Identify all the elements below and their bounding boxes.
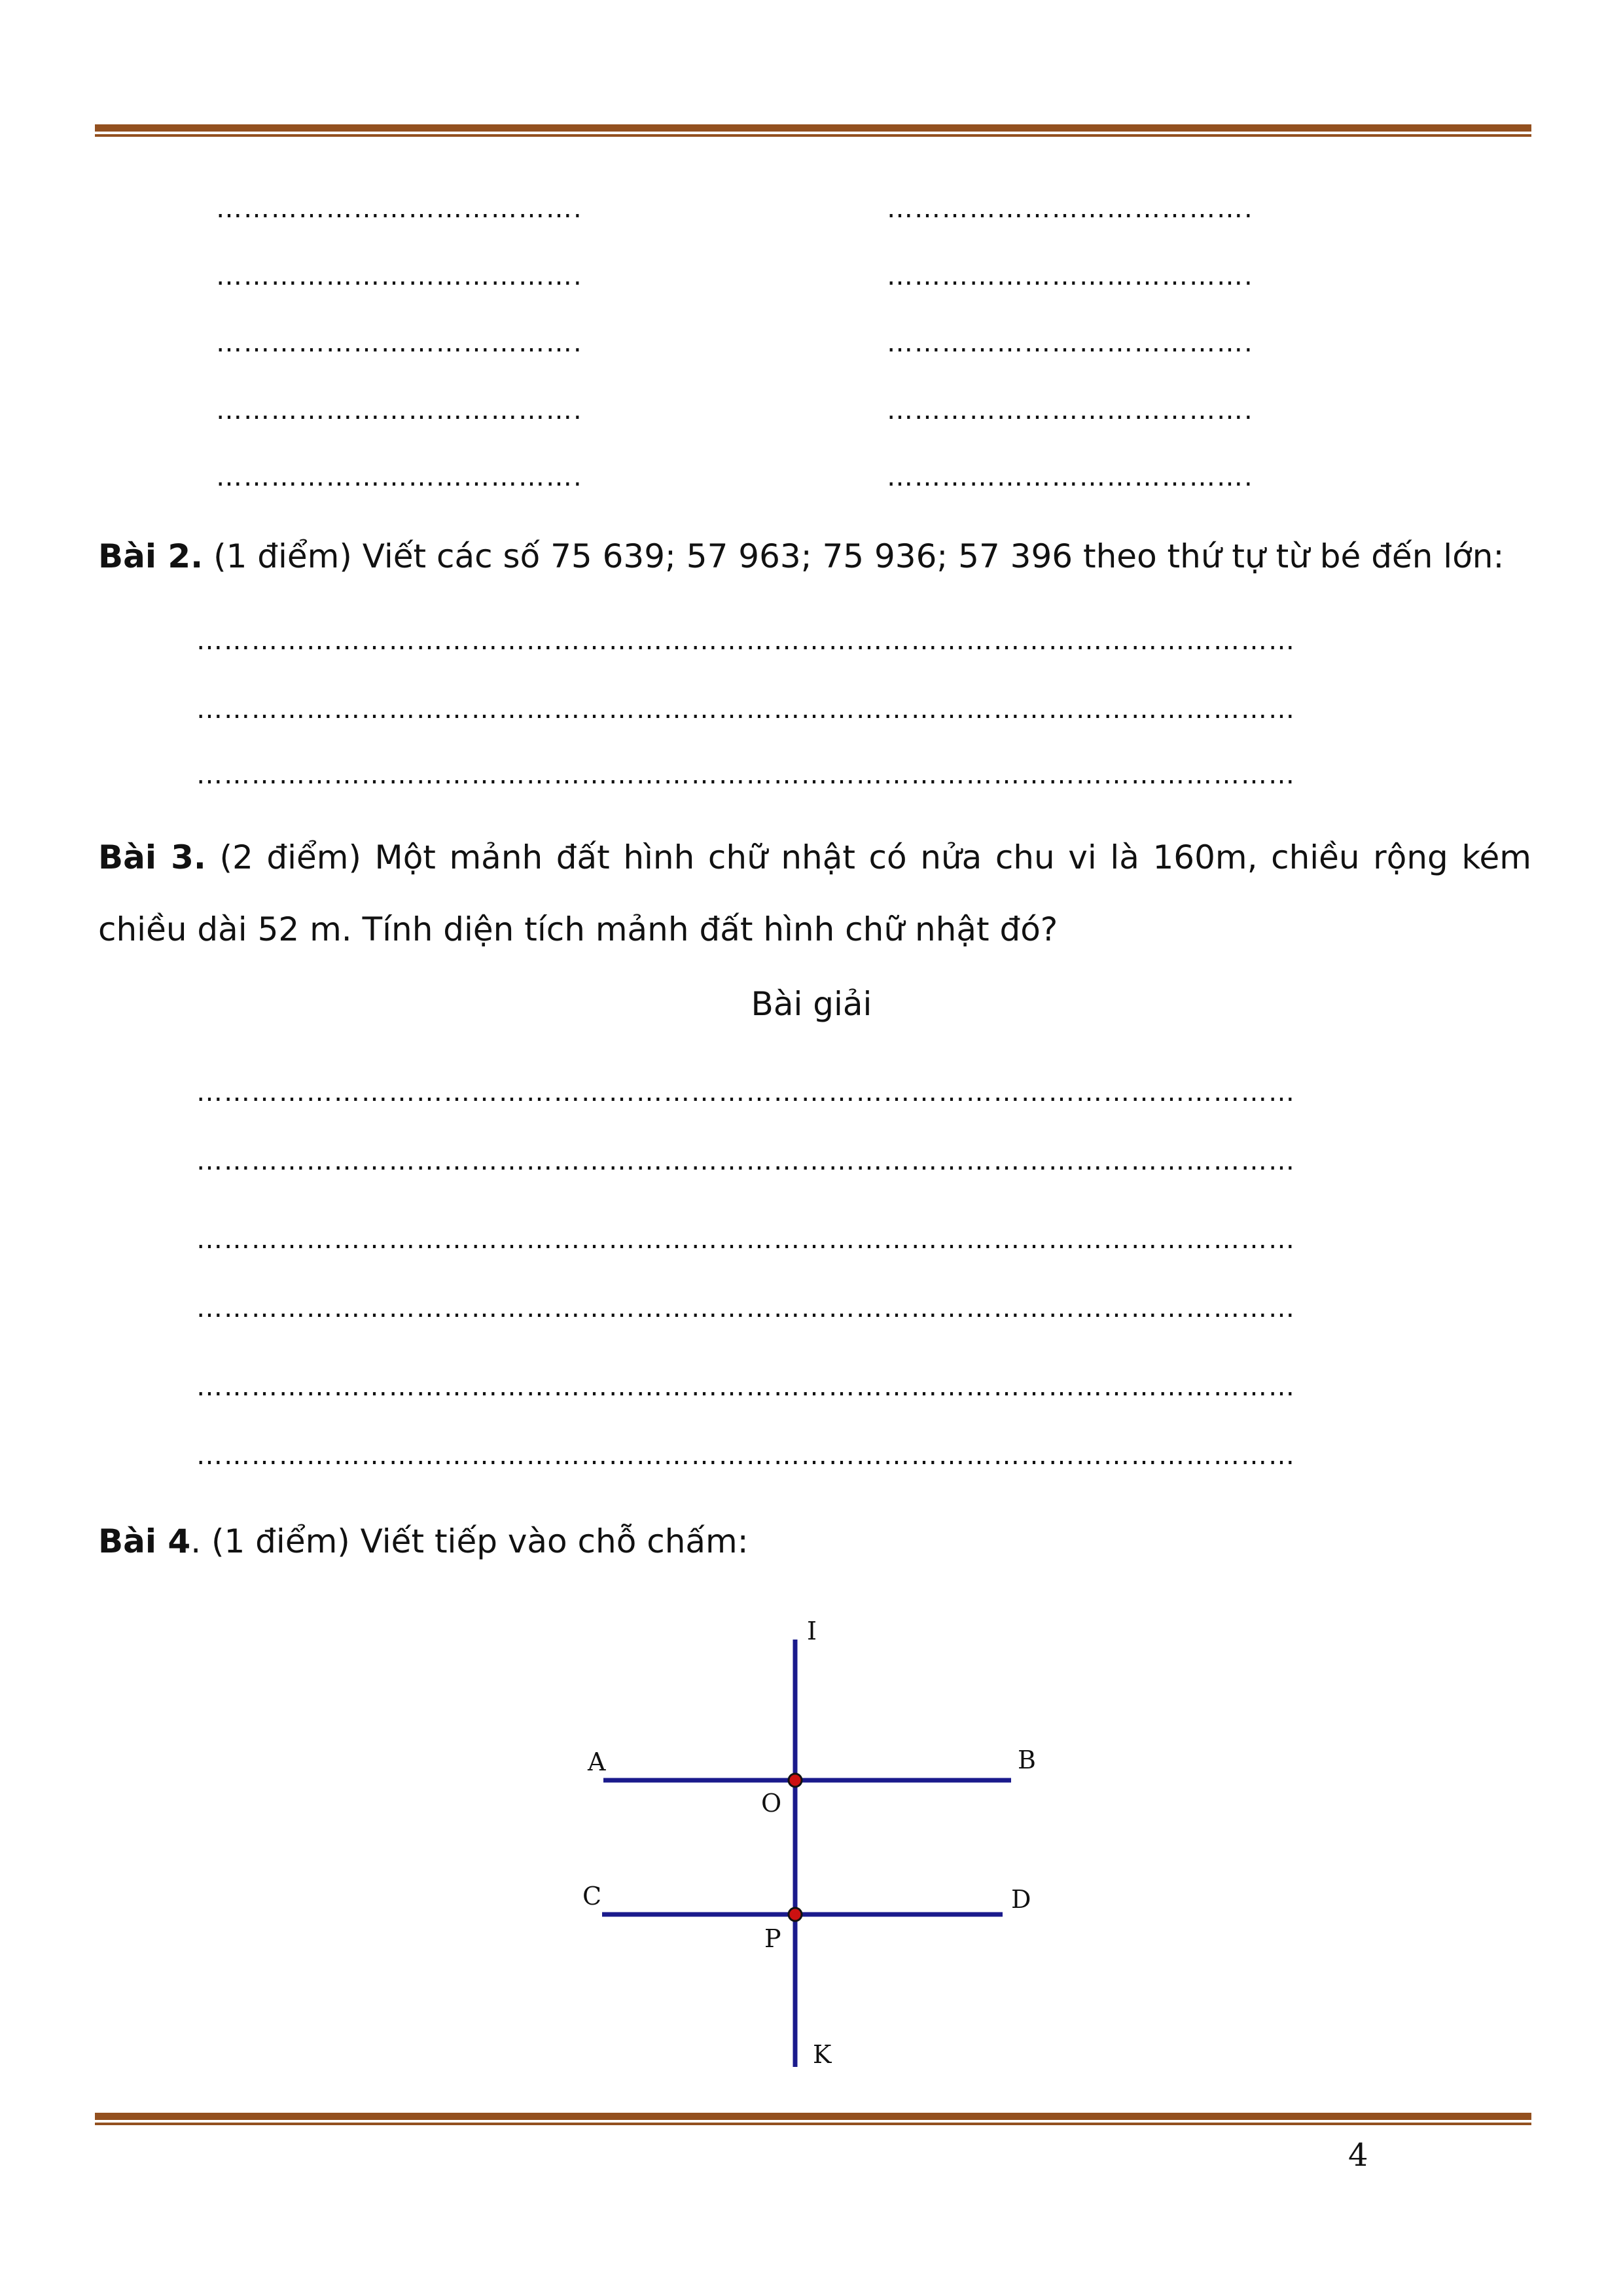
answer-line: ………………………………………………………………………………………………………… xyxy=(196,1225,1296,1255)
footer-rule xyxy=(95,2113,1531,2125)
answer-line: ………………………………………………………………………………………………………… xyxy=(196,1077,1296,1107)
point-p xyxy=(789,1908,802,1921)
answer-line: ………………………………………………………………………………………………………… xyxy=(196,694,1296,725)
answer-line: ………………………………………………………………………………………………………… xyxy=(196,1146,1296,1176)
answer-line: …………………………………. xyxy=(887,328,1254,358)
answer-line: …………………………………. xyxy=(216,194,583,224)
exercise-label: Bài 3. xyxy=(98,838,206,876)
label-b: B xyxy=(1018,1746,1036,1774)
answer-line: ………………………………………………………………………………………………………… xyxy=(196,760,1296,790)
exercise-label: Bài 4 xyxy=(98,1522,191,1560)
label-k: K xyxy=(813,2040,832,2069)
page-number: 4 xyxy=(1348,2137,1368,2174)
answer-line: ………………………………………………………………………………………………………… xyxy=(196,1372,1296,1402)
answer-line: …………………………………. xyxy=(887,395,1254,425)
exercise-text: (2 điểm) Một mảnh đất hình chữ nhật có nửa chu vi là 160m, chiều rộng kém chiều dài 52 m. Tính diện tích mảnh đất hình chữ nhật đó? xyxy=(98,838,1531,948)
label-o: O xyxy=(761,1789,782,1818)
label-p: P xyxy=(764,1924,781,1953)
label-d: D xyxy=(1011,1885,1031,1914)
exercise-text: (1 điểm) Viết các số 75 639; 57 963; 75 936; 57 396 theo thứ tự từ bé đến lớn: xyxy=(203,537,1505,575)
answer-line: …………………………………. xyxy=(216,395,583,425)
answer-line: ………………………………………………………………………………………………………… xyxy=(196,1293,1296,1323)
answer-line: ………………………………………………………………………………………………………… xyxy=(196,626,1296,656)
label-c: C xyxy=(582,1882,602,1910)
point-o xyxy=(789,1774,802,1787)
answer-line: …………………………………. xyxy=(887,261,1254,291)
label-a: A xyxy=(588,1748,606,1776)
solution-title: Bài giải xyxy=(751,985,872,1023)
answer-line: …………………………………. xyxy=(216,462,583,492)
exercise-label: Bài 2. xyxy=(98,537,204,575)
exercise-text: . (1 điểm) Viết tiếp vào chỗ chấm: xyxy=(190,1522,749,1560)
label-i: I xyxy=(807,1617,817,1645)
answer-line: …………………………………. xyxy=(216,261,583,291)
answer-line: …………………………………. xyxy=(216,328,583,358)
answer-line: …………………………………. xyxy=(887,462,1254,492)
answer-line: ………………………………………………………………………………………………………… xyxy=(196,1441,1296,1471)
answer-line: …………………………………. xyxy=(887,194,1254,224)
